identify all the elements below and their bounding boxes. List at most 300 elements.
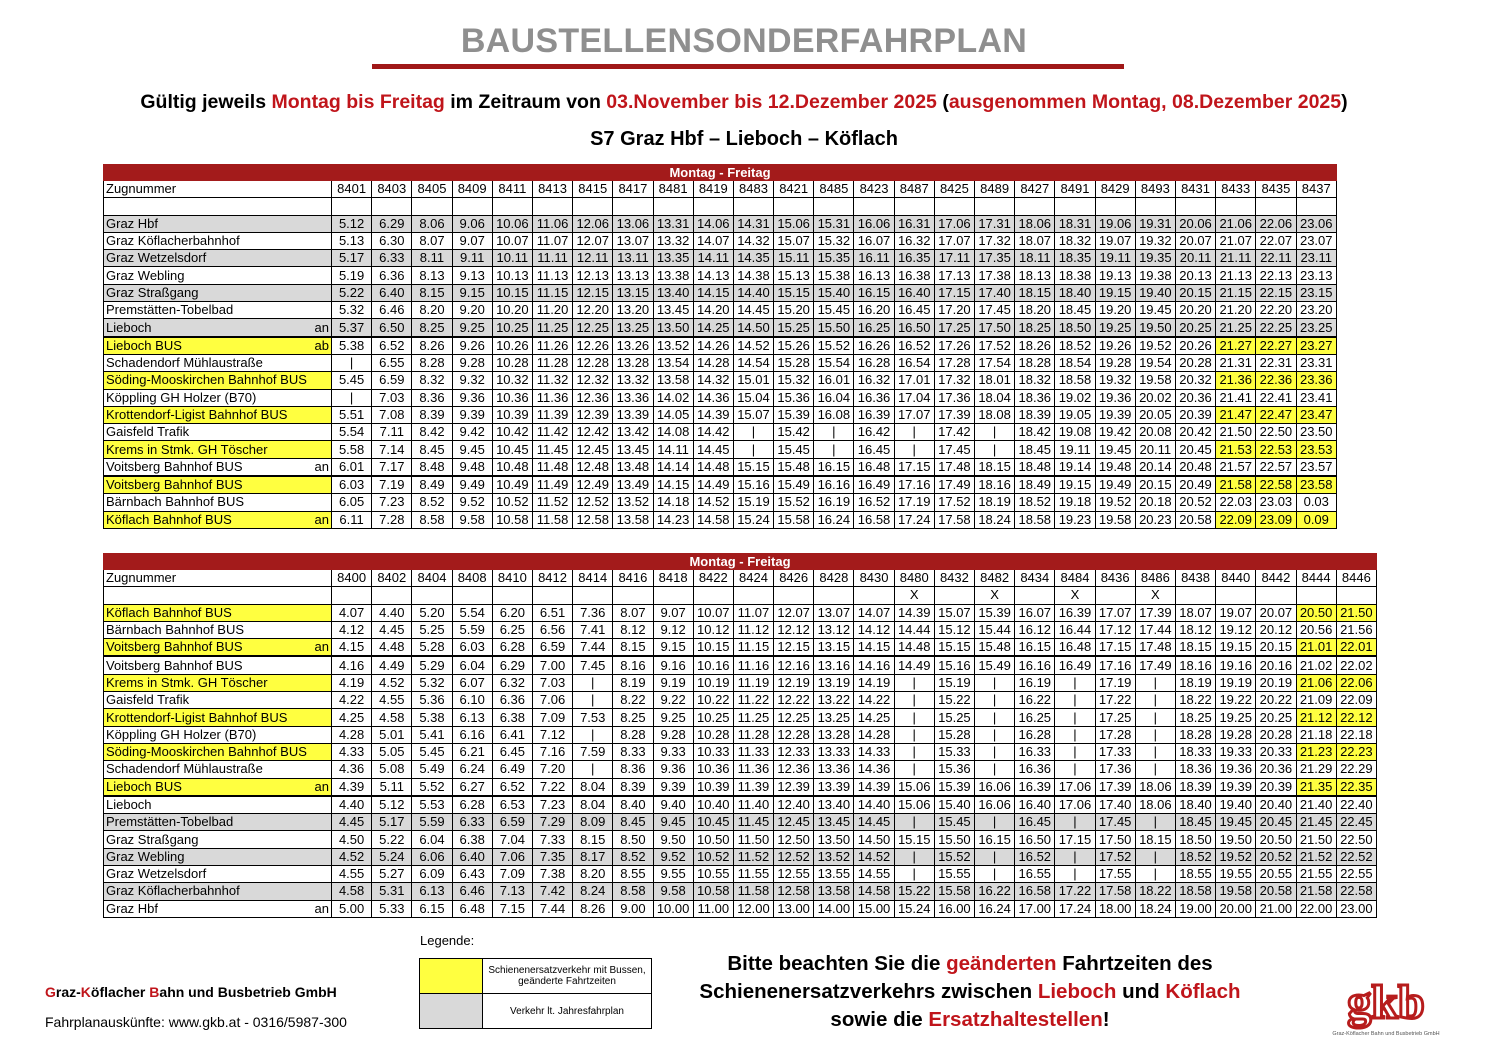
departure-time: 6.59 <box>532 639 572 657</box>
departure-time: 13.25 <box>814 709 854 726</box>
departure-time: | <box>975 424 1015 441</box>
departure-time: 6.46 <box>452 883 492 900</box>
departure-time: 21.36 <box>1216 372 1256 389</box>
departure-time: | <box>975 709 1015 726</box>
departure-time: 16.45 <box>894 302 934 319</box>
stop-row <box>104 354 1337 371</box>
departure-time: 19.16 <box>1216 656 1256 674</box>
train-number: 8440 <box>1216 570 1256 587</box>
departure-time: 15.15 <box>934 639 974 657</box>
departure-time: 21.29 <box>1296 761 1336 778</box>
departure-time: 22.00 <box>1296 900 1336 917</box>
stop-name: Krottendorf-Ligist Bahnhof BUS <box>106 709 288 725</box>
departure-time: 7.12 <box>532 726 572 743</box>
departure-time: 16.45 <box>854 441 894 458</box>
departure-time: 7.45 <box>573 656 613 674</box>
departure-time: 17.36 <box>934 389 974 406</box>
departure-time: 6.05 <box>332 494 372 511</box>
train-number: 8401 <box>332 181 372 198</box>
header.validity-segment: Montag bis Freitag <box>271 91 445 113</box>
departure-time: 15.32 <box>814 232 854 249</box>
departure-time: 19.40 <box>1216 796 1256 814</box>
departure-time: 12.11 <box>573 250 613 267</box>
departure-time: 19.45 <box>1216 814 1256 831</box>
departure-time: 20.33 <box>1256 743 1296 760</box>
departure-time: 12.20 <box>573 302 613 319</box>
departure-time: 20.39 <box>1175 406 1215 423</box>
departure-time: 17.28 <box>934 354 974 371</box>
departure-time: | <box>1055 709 1095 726</box>
departure-time: 14.12 <box>854 621 894 638</box>
departure-time: 15.48 <box>774 458 814 476</box>
departure-time: 8.50 <box>613 831 653 848</box>
stop-row <box>104 726 1377 743</box>
train-number: 8436 <box>1095 570 1135 587</box>
departure-time: 19.02 <box>1055 389 1095 406</box>
departure-time: 17.13 <box>934 267 974 284</box>
departure-time: 17.25 <box>934 319 974 337</box>
departure-time: 21.55 <box>1296 866 1336 883</box>
departure-time: 12.22 <box>774 692 814 709</box>
departure-time: 4.45 <box>372 621 412 638</box>
departure-time: 5.45 <box>332 372 372 389</box>
departure-time: 21.57 <box>1216 458 1256 476</box>
departure-time: 9.32 <box>452 372 492 389</box>
departure-time: 9.33 <box>653 743 693 760</box>
departure-time: 6.33 <box>452 814 492 831</box>
departure-time: 12.55 <box>774 866 814 883</box>
departure-time: 17.24 <box>894 511 934 528</box>
departure-time: 4.16 <box>332 656 372 674</box>
stop-row <box>104 866 1377 883</box>
departure-time: 19.11 <box>1055 441 1095 458</box>
departure-time: 11.36 <box>532 389 572 406</box>
train-mark <box>613 198 653 215</box>
departure-time: 19.50 <box>1216 831 1256 848</box>
departure-time: 4.52 <box>372 674 412 691</box>
departure-time: 14.14 <box>653 458 693 476</box>
stop-row <box>104 406 1337 423</box>
departure-time: 6.52 <box>492 778 532 796</box>
departure-time: 9.36 <box>452 389 492 406</box>
departure-time: 16.16 <box>814 476 854 494</box>
stop-name: Köflach Bahnhof BUS <box>106 604 232 620</box>
departure-time: 15.52 <box>814 337 854 355</box>
departure-time: 15.31 <box>814 215 854 232</box>
departure-time: 19.13 <box>1095 267 1135 284</box>
departure-time: 6.41 <box>492 726 532 743</box>
departure-time: 15.13 <box>774 267 814 284</box>
departure-time: 18.45 <box>1055 302 1095 319</box>
stop-name: Graz Straßgang <box>106 831 199 847</box>
train-mark: X <box>894 587 934 604</box>
departure-time: 5.49 <box>412 761 452 778</box>
departure-time: 11.00 <box>693 900 733 917</box>
departure-time: 20.45 <box>1256 814 1296 831</box>
departure-time: 15.19 <box>733 494 773 511</box>
departure-time: 16.40 <box>1015 796 1055 814</box>
stop-name: Lieboch BUS <box>106 337 182 353</box>
departure-time: 15.36 <box>934 761 974 778</box>
departure-time: 18.55 <box>1175 866 1215 883</box>
departure-time: | <box>1055 814 1095 831</box>
departure-time: 19.14 <box>1055 458 1095 476</box>
departure-time: 18.40 <box>1055 284 1095 301</box>
stop-name: Gaisfeld Trafik <box>106 692 190 708</box>
stop-row <box>104 796 1377 814</box>
departure-time: 10.45 <box>693 814 733 831</box>
departure-time: | <box>894 866 934 883</box>
departure-time: 6.49 <box>492 761 532 778</box>
departure-time: 16.07 <box>1015 604 1055 621</box>
departure-time: 19.55 <box>1216 866 1256 883</box>
legend-bus-label: Schienenersatzverkehr mit Bussen, geänderte Fahrtzeiten <box>483 959 652 994</box>
departure-time: 4.22 <box>332 692 372 709</box>
departure-time: 18.24 <box>975 511 1015 528</box>
departure-time: 19.07 <box>1095 232 1135 249</box>
departure-time: 22.29 <box>1336 761 1376 778</box>
train-number: 8487 <box>894 181 934 198</box>
departure-time: 10.58 <box>693 883 733 900</box>
departure-time: 13.36 <box>613 389 653 406</box>
departure-time: 9.52 <box>653 848 693 865</box>
departure-time: 14.39 <box>894 604 934 621</box>
departure-time: | <box>1135 709 1175 726</box>
departure-time: 14.52 <box>693 494 733 511</box>
departure-time: 10.39 <box>492 406 532 423</box>
departure-time: 18.42 <box>1015 424 1055 441</box>
departure-time: 21.01 <box>1296 639 1336 657</box>
train-mark <box>532 198 572 215</box>
departure-time: | <box>1055 866 1095 883</box>
stop-name-cell <box>104 692 332 709</box>
stop-row <box>104 778 1377 796</box>
footnote-segment: sowie die <box>830 1008 929 1031</box>
departure-time: | <box>573 692 613 709</box>
departure-time: 19.15 <box>1216 639 1256 657</box>
departure-time: 19.42 <box>1095 424 1135 441</box>
departure-time: 14.58 <box>854 883 894 900</box>
departure-time: | <box>733 441 773 458</box>
departure-time: 11.15 <box>532 284 572 301</box>
stop-name: Gaisfeld Trafik <box>106 424 190 440</box>
departure-time: 16.52 <box>1015 848 1055 865</box>
departure-time: 19.11 <box>1095 250 1135 267</box>
departure-time: 21.18 <box>1296 726 1336 743</box>
departure-time: 23.00 <box>1336 900 1376 917</box>
departure-time: 7.36 <box>573 604 613 621</box>
departure-time: 21.06 <box>1216 215 1256 232</box>
train-mark <box>854 587 894 604</box>
train-number: 8485 <box>814 181 854 198</box>
departure-time: 15.16 <box>733 476 773 494</box>
departure-time: 21.52 <box>1296 848 1336 865</box>
departure-time: 9.00 <box>613 900 653 917</box>
departure-time: 16.50 <box>1015 831 1055 848</box>
stop-row <box>104 458 1337 476</box>
train-mark <box>1256 587 1296 604</box>
departure-time: 19.25 <box>1216 709 1256 726</box>
header.validity-segment: ausgenommen Montag, 08.Dezember 2025 <box>948 91 1342 113</box>
departure-time: 18.40 <box>1175 796 1215 814</box>
departure-time: 10.13 <box>492 267 532 284</box>
header.validity-segment: ( <box>936 91 949 113</box>
departure-time: 7.38 <box>532 866 572 883</box>
departure-time: 16.00 <box>934 900 974 917</box>
departure-time: 21.41 <box>1216 389 1256 406</box>
departure-time: 16.49 <box>854 476 894 494</box>
title-underline <box>372 64 1124 69</box>
departure-time: 5.51 <box>332 406 372 423</box>
departure-time: 20.25 <box>1175 319 1215 337</box>
departure-time: 18.26 <box>1015 337 1055 355</box>
departure-time: 19.38 <box>1135 267 1175 284</box>
departure-time: 11.26 <box>532 337 572 355</box>
departure-time: 11.19 <box>733 674 773 691</box>
departure-time: 21.23 <box>1296 743 1336 760</box>
departure-time: 5.12 <box>372 796 412 814</box>
departure-time: 5.52 <box>412 778 452 796</box>
departure-time: 11.36 <box>733 761 773 778</box>
stop-name: Lieboch <box>106 319 152 335</box>
departure-time: 19.22 <box>1216 692 1256 709</box>
train-number-label: Zugnummer <box>104 181 332 198</box>
train-number: 8481 <box>653 181 693 198</box>
departure-time: 16.58 <box>854 511 894 528</box>
departure-time: 17.50 <box>975 319 1015 337</box>
departure-time: 19.26 <box>1095 337 1135 355</box>
departure-time: 14.07 <box>854 604 894 621</box>
train-number: 8418 <box>653 570 693 587</box>
company-segment: B <box>149 984 160 1000</box>
departure-time: 19.15 <box>1055 476 1095 494</box>
header.validity-segment: 03.November bis 12.Dezember 2025 <box>606 91 937 113</box>
departure-time: 8.20 <box>573 866 613 883</box>
departure-time: 0.03 <box>1296 494 1337 511</box>
departure-time: 21.50 <box>1296 831 1336 848</box>
train-mark <box>372 198 412 215</box>
departure-time: 17.55 <box>1095 866 1135 883</box>
departure-time: 14.28 <box>854 726 894 743</box>
departure-time: 13.48 <box>613 458 653 476</box>
departure-time: 15.15 <box>894 831 934 848</box>
departure-time: 6.28 <box>492 639 532 657</box>
legend <box>419 958 652 1029</box>
departure-time: 13.11 <box>613 250 653 267</box>
stop-name-cell <box>104 458 332 476</box>
train-mark <box>1135 198 1175 215</box>
departure-time: 22.41 <box>1256 389 1296 406</box>
departure-time: | <box>814 441 854 458</box>
departure-time: 11.12 <box>733 621 773 638</box>
departure-time: 20.58 <box>1256 883 1296 900</box>
departure-time: 20.58 <box>1175 511 1215 528</box>
stop-name: Graz Hbf <box>106 215 159 231</box>
departure-time: 20.42 <box>1175 424 1215 441</box>
departure-time: 21.11 <box>1216 250 1256 267</box>
stop-name: Bärnbach Bahnhof BUS <box>106 622 245 638</box>
departure-time: 9.11 <box>452 250 492 267</box>
departure-time: 15.16 <box>934 656 974 674</box>
departure-time: 19.23 <box>1055 511 1095 528</box>
departure-time: 15.49 <box>774 476 814 494</box>
train-mark <box>1336 587 1376 604</box>
stop-name: Premstätten-Tobelbad <box>106 302 234 318</box>
departure-time: 19.58 <box>1135 372 1175 389</box>
departure-time: 17.52 <box>934 494 974 511</box>
departure-time: 15.32 <box>774 372 814 389</box>
departure-time: 23.31 <box>1296 354 1337 371</box>
departure-time: 14.49 <box>693 476 733 494</box>
departure-time: 9.25 <box>653 709 693 726</box>
departure-time: 21.25 <box>1216 319 1256 337</box>
departure-time: 22.35 <box>1336 778 1376 796</box>
departure-time: 22.50 <box>1256 424 1296 441</box>
departure-time: | <box>1135 726 1175 743</box>
train-number: 8409 <box>452 181 492 198</box>
departure-time: 14.11 <box>693 250 733 267</box>
departure-time: 7.53 <box>573 709 613 726</box>
stop-name-cell <box>104 354 332 371</box>
departure-time: 20.15 <box>1175 284 1215 301</box>
departure-time: 9.20 <box>452 302 492 319</box>
company-segment: G <box>45 984 56 1000</box>
departure-time: 16.15 <box>1015 639 1055 657</box>
departure-time: 18.22 <box>1135 883 1175 900</box>
departure-time: 9.26 <box>452 337 492 355</box>
departure-time: 17.54 <box>975 354 1015 371</box>
departure-time: 6.36 <box>492 692 532 709</box>
departure-time: 12.36 <box>573 389 613 406</box>
departure-time: 5.22 <box>332 284 372 301</box>
departure-time: 12.42 <box>573 424 613 441</box>
departure-time: 13.50 <box>653 319 693 337</box>
departure-time: 16.19 <box>814 494 854 511</box>
departure-time: 11.28 <box>532 354 572 371</box>
departure-time: 20.05 <box>1135 406 1175 423</box>
departure-time: 15.58 <box>774 511 814 528</box>
train-mark <box>653 198 693 215</box>
train-number: 8433 <box>1216 181 1256 198</box>
departure-time: 16.32 <box>854 372 894 389</box>
departure-time: 5.12 <box>332 215 372 232</box>
stop-row <box>104 215 1337 232</box>
arrival-marker: an <box>314 511 329 527</box>
departure-time: 6.04 <box>452 656 492 674</box>
train-mark <box>1175 587 1215 604</box>
departure-time: 5.58 <box>332 441 372 458</box>
departure-time: 10.20 <box>492 302 532 319</box>
departure-time: 11.13 <box>532 267 572 284</box>
departure-time: 19.07 <box>1216 604 1256 621</box>
notice-text <box>640 950 1300 1034</box>
departure-time: 13.12 <box>814 621 854 638</box>
train-number: 8404 <box>412 570 452 587</box>
departure-time: 14.19 <box>854 674 894 691</box>
departure-time: 6.36 <box>372 267 412 284</box>
departure-time: 14.23 <box>653 511 693 528</box>
train-mark <box>693 587 733 604</box>
departure-time: 14.45 <box>693 441 733 458</box>
train-mark <box>1055 198 1095 215</box>
stop-name: Graz Wetzelsdorf <box>106 866 207 882</box>
departure-time: 14.58 <box>693 511 733 528</box>
departure-time: 16.06 <box>854 215 894 232</box>
departure-time: 16.25 <box>1015 709 1055 726</box>
departure-time: 8.11 <box>412 250 452 267</box>
departure-time: 17.50 <box>1095 831 1135 848</box>
stop-name: Voitsberg Bahnhof BUS <box>106 458 243 474</box>
departure-time: 5.32 <box>332 302 372 319</box>
stop-row <box>104 250 1337 267</box>
departure-time: 23.06 <box>1296 215 1337 232</box>
validity-line <box>0 91 1488 114</box>
departure-time: 10.15 <box>492 284 532 301</box>
departure-time: | <box>894 814 934 831</box>
departure-time: 12.15 <box>774 639 814 657</box>
stop-row <box>104 848 1377 865</box>
departure-time: 5.29 <box>412 656 452 674</box>
departure-time: 17.01 <box>894 372 934 389</box>
departure-time: 10.39 <box>693 778 733 796</box>
departure-time: 16.28 <box>854 354 894 371</box>
departure-time: | <box>1055 674 1095 691</box>
departure-time: 16.38 <box>894 267 934 284</box>
departure-time: 5.05 <box>372 743 412 760</box>
departure-time: 17.49 <box>934 476 974 494</box>
departure-time: 14.50 <box>854 831 894 848</box>
section-header-row <box>104 554 1377 570</box>
departure-time: 7.28 <box>372 511 412 528</box>
departure-time: 11.52 <box>532 494 572 511</box>
departure-time: 13.26 <box>613 337 653 355</box>
departure-time: 19.52 <box>1216 848 1256 865</box>
departure-time: 16.13 <box>854 267 894 284</box>
departure-time: 21.00 <box>1256 900 1296 917</box>
stop-name-cell <box>104 639 332 657</box>
departure-time: 18.32 <box>1015 372 1055 389</box>
departure-time: 12.19 <box>774 674 814 691</box>
departure-time: 9.58 <box>653 883 693 900</box>
departure-time: | <box>1135 692 1175 709</box>
departure-time: 4.36 <box>332 761 372 778</box>
departure-time: 18.19 <box>1175 674 1215 691</box>
stop-name-cell <box>104 319 332 337</box>
departure-time: 21.13 <box>1216 267 1256 284</box>
train-mark <box>653 587 693 604</box>
departure-time: 12.48 <box>573 458 613 476</box>
departure-time: 15.39 <box>975 604 1015 621</box>
departure-time: 13.55 <box>814 866 854 883</box>
departure-time: 15.24 <box>894 900 934 917</box>
departure-time: 16.01 <box>814 372 854 389</box>
departure-time: 5.41 <box>412 726 452 743</box>
departure-time: 18.35 <box>1055 250 1095 267</box>
departure-time: 8.33 <box>613 743 653 760</box>
departure-time: 12.40 <box>774 796 814 814</box>
departure-time: 17.16 <box>894 476 934 494</box>
departure-time: 12.33 <box>774 743 814 760</box>
departure-time: 8.58 <box>412 511 452 528</box>
departure-time: 23.57 <box>1296 458 1337 476</box>
departure-time: 14.38 <box>733 267 773 284</box>
departure-time: 13.39 <box>814 778 854 796</box>
departure-time: 19.12 <box>1216 621 1256 638</box>
legend-rail-swatch <box>420 994 483 1029</box>
train-mark <box>733 198 773 215</box>
departure-time: 5.20 <box>412 604 452 621</box>
train-number: 8413 <box>532 181 572 198</box>
